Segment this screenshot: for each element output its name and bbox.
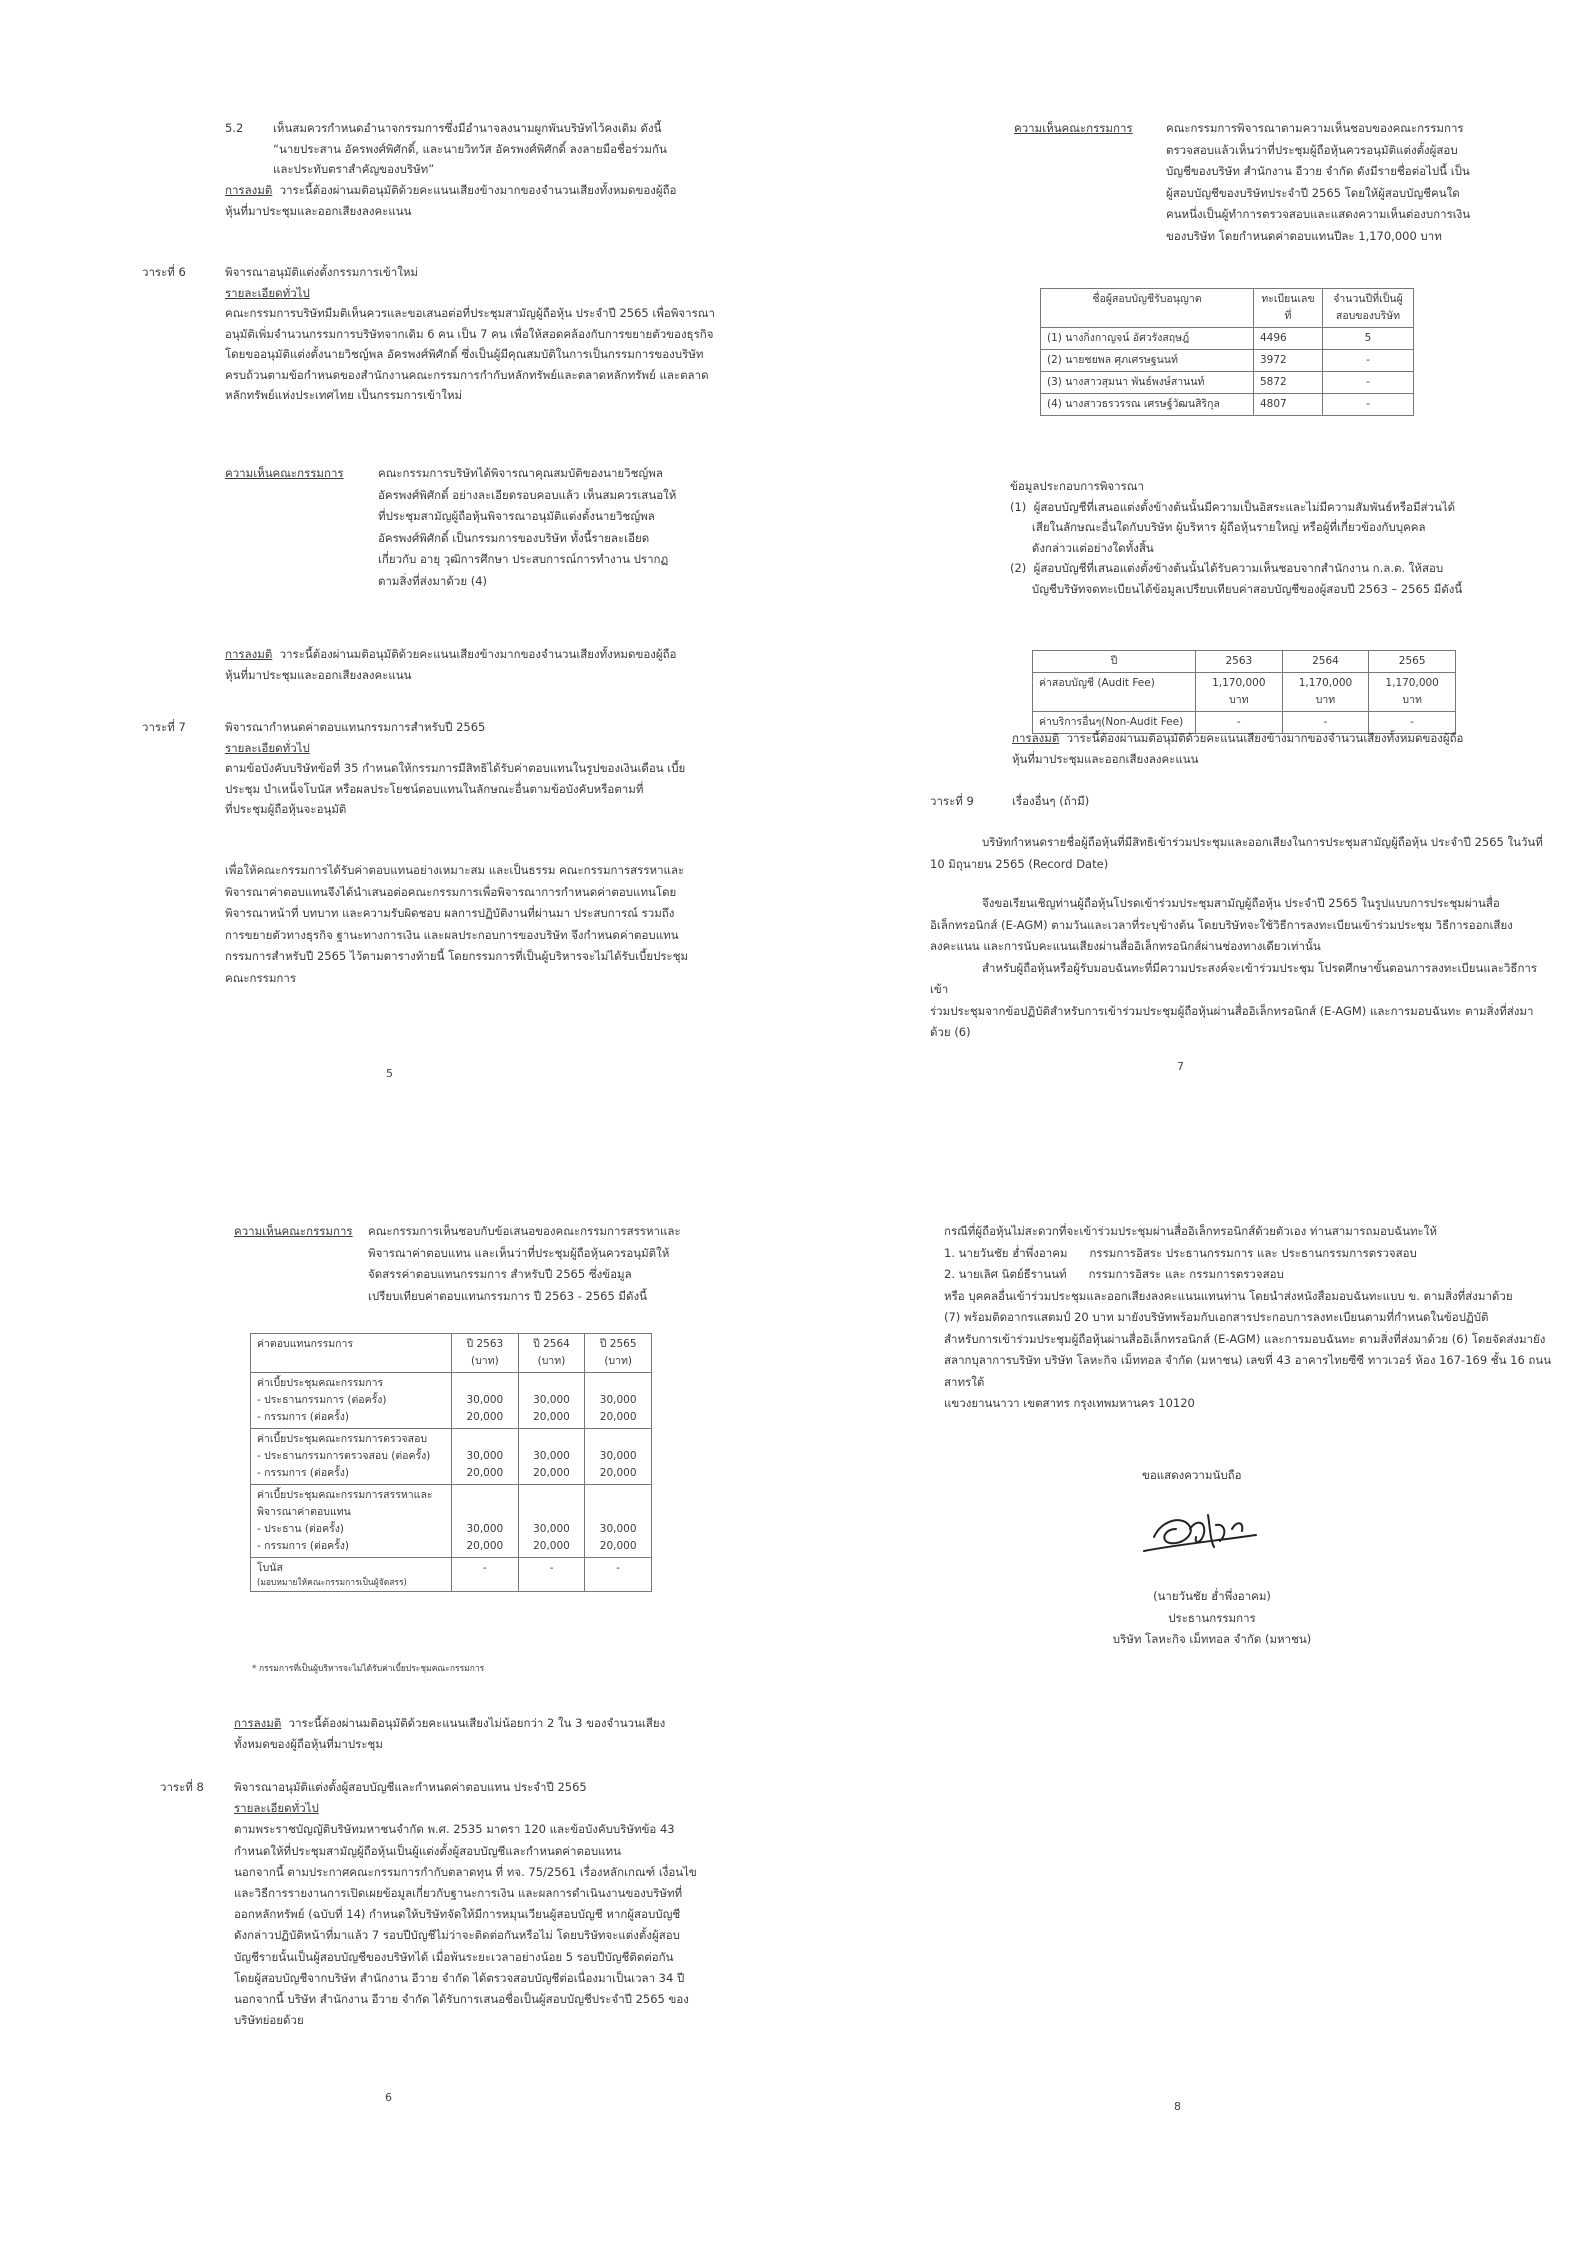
signer-name: (นายวันชัย ฮ่ำพึ่งอาคม) (1153, 1589, 1271, 1603)
text-line: โดยผู้สอบบัญชีจากบริษัท สำนักงาน อีวาย จำกัด ได้ตรวจสอบบัญชีต่อเนื่องมาเป็นเวลา 34 ปี (234, 1970, 685, 1985)
agenda-9-label: วาระที่ 9 (930, 794, 974, 808)
table-cell: 30,000 20,000 (518, 1429, 585, 1485)
text-line: หุ้นที่มาประชุมและออกเสียงลงคะแนน (1012, 751, 1199, 766)
table-cell: โบนัส (มอบหมายให้คณะกรรมการเป็นผู้จัดสรร) (251, 1558, 452, 1592)
column-header: ทะเบียนเลขที่ (1254, 289, 1323, 328)
column-header: ปี 2564 (บาท) (518, 1334, 585, 1373)
text-line: บัญชีของบริษัท สำนักงาน อีวาย จำกัด ดังมีรายชื่อต่อไปนี้ เป็น (1166, 164, 1470, 178)
audit-fee-table (1032, 650, 1456, 734)
table-cell: - (585, 1558, 652, 1592)
detail-label: รายละเอียดทั่วไป (234, 1801, 319, 1816)
text-line: กำหนดให้ที่ประชุมสามัญผู้ถือหุ้นเป็นผู้แต่งตั้งผู้สอบบัญชีและกำหนดค่าตอบแทน (234, 1843, 621, 1858)
text-line: วาระนี้ต้องผ่านมติอนุมัติด้วยคะแนนเสียงไม่น้อยกว่า 2 ใน 3 ของจำนวนเสียง (288, 1716, 666, 1730)
column-header: ปี 2565 (บาท) (585, 1334, 652, 1373)
table-cell: 4807 (1254, 394, 1323, 416)
text-line: ประชุม บำเหน็จโบนัส หรือผลประโยชน์ตอบแทนในลักษณะอื่นตามข้อบังคับหรือตามที่ (225, 781, 644, 796)
table-row (1041, 394, 1414, 416)
text-line: ที่ประชุมสามัญผู้ถือหุ้นพิจารณาอนุมัติแต่งตั้งนายวิชญ์พล (378, 509, 655, 523)
table-row (251, 1558, 652, 1592)
column-header: 2563 (1196, 651, 1283, 673)
table-cell: - (1282, 712, 1369, 734)
text-line: อนุมัติเพิ่มจำนวนกรรมการบริษัทจากเดิม 6 คน เป็น 7 คน เพื่อให้สอดคล้องกับการขยายตัวของธุรกิจ (225, 326, 714, 341)
text-line: หุ้นที่มาประชุมและออกเสียงลงคะแนน (225, 667, 412, 682)
agenda-9-title: เรื่องอื่นๆ (ถ้ามี) (1012, 794, 1090, 808)
agenda-7-label: วาระที่ 7 (142, 720, 186, 734)
text-line: คณะกรรมการ (225, 970, 297, 985)
table-cell: - (452, 1558, 519, 1592)
compensation-opinion (368, 1221, 708, 1307)
text-line: ลงคะแนน และการนับคะแนนเสียงผ่านสื่ออิเล็กทรอนิกส์ผ่านช่องทางเดียวเท่านั้น (930, 939, 1321, 953)
text-line: คณะกรรมการบริษัทมีมติเห็นควรและขอเสนอต่อที่ประชุมสามัญผู้ถือหุ้น ประจำปี 2565 เพื่อพิจารณา (225, 306, 715, 320)
text-line: ดังกล่าวปฏิบัติหน้าที่มาแล้ว 7 รอบปีบัญชีไม่ว่าจะติดต่อกันหรือไม่ โดยบริษัทจะแต่งตั้งผู้สอบ (234, 1928, 680, 1943)
table-cell: 30,000 20,000 (452, 1429, 519, 1485)
text-line: สลากบุลาการบริษัท บริษัท โลหะกิจ เม็ททอล จำกัด (มหาชน) เลขที่ 43 อาคารไทยซีซี ทาวเวอร์ ห้อง 167-169 ชั้น 16 ถนนสาทรใต้ (944, 1353, 1552, 1389)
text-line: พิจารณาค่าตอบแทนจึงได้นำเสนอต่อคณะกรรมการเพื่อพิจารณาการกำหนดค่าตอบแทนโดย (225, 884, 677, 899)
table-row (1041, 328, 1414, 350)
text-line: นอกจากนี้ บริษัท สำนักงาน อีวาย จำกัด ได้รับการเสนอชื่อเป็นผู้สอบบัญชีประจำปี 2565 ของ (234, 1992, 689, 2007)
text-line: กรรมการสำหรับปี 2565 ไว้ตามตารางท้ายนี้ โดยกรรมการที่เป็นผู้บริหารจะไม่ได้รับเบี้ยประชุม (225, 949, 689, 963)
page-8 (792, 1121, 1584, 2242)
text-line: บริษัทย่อยด้วย (234, 2013, 304, 2028)
agenda-6-opinion (378, 463, 718, 592)
text-line: คณะกรรมการพิจารณาตามความเห็นชอบของคณะกรรมการ (1166, 121, 1464, 135)
text-line: 10 มิถุนายน 2565 (Record Date) (930, 856, 1109, 871)
text-line: ครบถ้วนตามข้อกำหนดของสำนักงานคณะกรรมการกำกับหลักทรัพย์และตลาดหลักทรัพย์ และตลาด (225, 367, 709, 382)
text-line: (2) ผู้สอบบัญชีที่เสนอแต่งตั้งข้างต้นนั้นได้รับความเห็นชอบจากสำนักงาน ก.ล.ต. ให้สอบ (1010, 561, 1444, 575)
agenda-title: พิจารณาอนุมัติแต่งตั้งผู้สอบบัญชีและกำหนดค่าตอบแทน ประจำปี 2565 (234, 1780, 587, 1794)
text-line: ร่วมประชุมจากข้อปฏิบัติสำหรับการเข้าร่วมประชุมผู้ถือหุ้นผ่านสื่ออิเล็กทรอนิกส์ (E-AGM) และการมอบฉันทะ ตามสิ่งที่ส่งมา (930, 1003, 1534, 1018)
table-row (251, 1373, 652, 1429)
column-header: ปี 2563 (บาท) (452, 1334, 519, 1373)
table-footnote: * กรรมการที่เป็นผู้บริหารจะไม่ได้รับค่าเบี้ยประชุมคณะกรรมการ (252, 1664, 485, 1674)
column-header: 2564 (1282, 651, 1369, 673)
text-line: เกี่ยวกับ อายุ วุฒิการศึกษา ประสบการณ์การทำงาน ปรากฏ (378, 552, 669, 566)
table-header-row (1033, 651, 1456, 673)
column-header: ชื่อผู้สอบบัญชีรับอนุญาต (1041, 289, 1254, 328)
table-cell: 30,000 20,000 (585, 1485, 652, 1558)
signer-company: บริษัท โลหะกิจ เม็ททอล จำกัด (มหาชน) (1112, 1632, 1312, 1646)
table-cell: (4) นางสาวธรวรรณ เศรษฐ์วัฒนสิริกุล (1041, 394, 1254, 416)
proxy-option: 1. นายวันชัย ฮ่ำพึ่งอาคม กรรมการอิสระ ประธานกรรมการ และ ประธานกรรมการตรวจสอบ (944, 1245, 1417, 1260)
text-line: วาระนี้ต้องผ่านมติอนุมัติด้วยคะแนนเสียงข้างมากของจำนวนเสียงทั้งหมดของผู้ถือ (279, 183, 677, 197)
text-line: แขวงยานนาวา เขตสาทร กรุงเทพมหานคร 10120 (944, 1396, 1195, 1410)
resolution-label: การลงมติ (234, 1716, 282, 1730)
text-line: เสียในลักษณะอื่นใดกับบริษัท ผู้บริหาร ผู้ถือหุ้นรายใหญ่ หรือผู้ที่เกี่ยวข้องกับบุคคล (1010, 520, 1426, 534)
table-row (1041, 372, 1414, 394)
auditor-table (1040, 288, 1414, 416)
record-date (930, 832, 1550, 875)
table-row (251, 1485, 652, 1558)
page-7 (792, 0, 1584, 1121)
column-header: ค่าตอบแทนกรรมการ (251, 1334, 452, 1373)
text-line: ตามพระราชบัญญัติบริษัทมหาชนจำกัด พ.ศ. 2535 มาตรา 120 และข้อบังคับบริษัทข้อ 43 (234, 1822, 675, 1837)
text-line: วาระนี้ต้องผ่านมติอนุมัติด้วยคะแนนเสียงข้างมากของจำนวนเสียงทั้งหมดของผู้ถือ (279, 647, 677, 661)
table-row (1033, 673, 1456, 712)
table-cell: (3) นางสาวสุมนา พันธ์พงษ์สานนท์ (1041, 372, 1254, 394)
text-line: เพื่อให้คณะกรรมการได้รับค่าตอบแทนอย่างเหมาะสม และเป็นธรรม คณะกรรมการสรรหาและ (225, 863, 685, 877)
opinion-label: ความเห็นคณะกรรมการ (225, 466, 344, 480)
table-header-row (1041, 289, 1414, 328)
agenda-7 (225, 717, 745, 820)
invitation (930, 893, 1550, 1044)
text-line: จึงขอเรียนเชิญท่านผู้ถือหุ้นโปรดเข้าร่วมประชุมสามัญผู้ถือหุ้น ประจำปี 2565 ในรูปแบบการประชุมผ่านสื่อ (982, 896, 1500, 910)
table-cell: (1) นางกิ่งกาญจน์ อัศวรังสฤษฎ์ (1041, 328, 1254, 350)
text-line: (7) พร้อมติดอากรแสตมป์ 20 บาท มายังบริษัทพร้อมกับเอกสารประกอบการลงทะเบียนตามที่กำหนดในข้อปฏิบัติ (944, 1310, 1489, 1324)
table-cell: - (1323, 372, 1414, 394)
resolution-7 (234, 1713, 754, 1754)
text-line: บริษัทกำหนดรายชื่อผู้ถือหุ้นที่มีสิทธิเข้าร่วมประชุมและออกเสียงในการประชุมสามัญผู้ถือหุ้น ประจำปี 2565 ในวันที่ (982, 835, 1543, 849)
detail-label: รายละเอียดทั่วไป (225, 740, 310, 755)
consideration-info (1010, 476, 1550, 599)
table-cell: 30,000 20,000 (452, 1373, 519, 1429)
table-cell: ค่าเบี้ยประชุมคณะกรรมการสรรหาและ พิจารณาค่าตอบแทน - ประธาน (ต่อครั้ง) - กรรมการ (ต่อครั้ง) (251, 1485, 452, 1558)
text-line: บัญชีบริษัทจดทะเบียนได้ข้อมูลเปรียบเทียบค่าสอบบัญชีของผู้สอบปี 2563 – 2565 มีดังนี้ (1010, 581, 1463, 596)
resolution-6 (225, 644, 745, 685)
table-cell: 4496 (1254, 328, 1323, 350)
page-6 (0, 1121, 792, 2242)
closing-text: ขอแสดงความนับถือ (1142, 1468, 1242, 1482)
text-line: ออกหลักทรัพย์ (ฉบับที่ 14) กำหนดให้บริษัทจัดให้มีการหมุนเวียนผู้สอบบัญชี หากผู้สอบบัญชี (234, 1907, 681, 1922)
text-line: “นายประสาน อัครพงศ์พิศักดิ์, และนายวิทวัส อัครพงศ์พิศักดิ์ ลงลายมือชื่อร่วมกัน (273, 141, 667, 156)
table-cell: 30,000 20,000 (452, 1485, 519, 1558)
text-line: จัดสรรค่าตอบแทนกรรมการ สำหรับปี 2565 ซึ่งข้อมูล (368, 1267, 632, 1281)
resolution-8 (1012, 728, 1532, 769)
signer-title: ประธานกรรมการ (1168, 1610, 1256, 1625)
text-line: กรณีที่ผู้ถือหุ้นไม่สะดวกที่จะเข้าร่วมประชุมผ่านสื่ออิเล็กทรอนิกส์ด้วยตัวเอง ท่านสามารถมอบฉันทะให้ (944, 1224, 1437, 1238)
resolution-label: การลงมติ (225, 647, 273, 661)
table-cell: ค่าสอบบัญชี (Audit Fee) (1033, 673, 1196, 712)
table-cell: - (1369, 712, 1456, 734)
column-header: จำนวนปีที่เป็นผู้สอบของบริษัท (1323, 289, 1414, 328)
text-line: เห็นสมควรกำหนดอำนาจกรรมการซึ่งมีอำนาจลงนามผูกพันบริษัทไว้คงเดิม ดังนี้ (273, 121, 662, 135)
text-line: พิจารณาค่าตอบแทน และเห็นว่าที่ประชุมผู้ถือหุ้นควรอนุมัติให้ (368, 1245, 670, 1260)
table-cell: - (1323, 350, 1414, 372)
text-line: ที่ประชุมผู้ถือหุ้นจะอนุมัติ (225, 802, 347, 816)
column-header: 2565 (1369, 651, 1456, 673)
proxy-section (944, 1221, 1554, 1415)
table-cell: ค่าบริการอื่นๆ(Non-Audit Fee) (1033, 712, 1196, 734)
text-line: หุ้นที่มาประชุมและออกเสียงลงคะแนน (225, 203, 412, 218)
agenda-title: พิจารณาอนุมัติแต่งตั้งกรรมการเข้าใหม่ (225, 265, 418, 279)
agenda-8 (234, 1777, 754, 2031)
agenda-8-label: วาระที่ 8 (160, 1780, 204, 1794)
text-line: อิเล็กทรอนิกส์ (E-AGM) ตามวันและเวลาที่ระบุข้างต้น โดยบริษัทจะใช้วิธีการลงทะเบียนเข้าร่วมประชุม วิธีการออกเสียง (930, 917, 1513, 932)
page-number: 6 (385, 2091, 392, 2104)
text-line: หลักทรัพย์แห่งประเทศไทย เป็นกรรมการเข้าใหม่ (225, 388, 463, 402)
page-number: 5 (386, 1067, 393, 1080)
text-line: คณะกรรมการบริษัทได้พิจารณาคุณสมบัติของนายวิชญ์พล (378, 466, 663, 480)
opinion-label: ความเห็นคณะกรรมการ (1014, 121, 1133, 135)
text-line: เปรียบเทียบค่าตอบแทนกรรมการ ปี 2563 - 2565 มีดังนี้ (368, 1288, 647, 1303)
text-line: อัครพงศ์พิศักดิ์ อย่างละเอียดรอบคอบแล้ว เห็นสมควรเสนอให้ (378, 487, 677, 502)
page-number: 7 (1177, 1060, 1184, 1073)
resolution-5-2 (225, 180, 745, 221)
page-number: 8 (1174, 2100, 1181, 2113)
table-cell: (2) นายชยพล ศุภเศรษฐนนท์ (1041, 350, 1254, 372)
text-line: โดยขออนุมัติแต่งตั้งนายวิชญ์พล อัครพงศ์พิศักดิ์ ซึ่งเป็นผู้มีคุณสมบัติในการเป็นกรรมการของบริษัท (225, 347, 704, 361)
text-line: ตรวจสอบแล้วเห็นว่าที่ประชุมผู้ถือหุ้นควรอนุมัติแต่งตั้งผู้สอบ (1166, 142, 1458, 157)
agenda-6-label: วาระที่ 6 (142, 265, 186, 279)
text-line: (1) ผู้สอบบัญชีที่เสนอแต่งตั้งข้างต้นนั้นมีความเป็นอิสระและไม่มีความสัมพันธ์หรือมีส่วนได้ (1010, 499, 1456, 514)
compensation-table (250, 1333, 652, 1592)
text-line: ผู้สอบบัญชีของบริษัทประจำปี 2565 โดยให้ผู้สอบบัญชีคนใด (1166, 185, 1460, 200)
text-line: และประทับตราสำคัญของบริษัท” (273, 162, 435, 176)
text-line: ของบริษัท โดยกำหนดค่าตอบแทนปีละ 1,170,000 บาท (1166, 228, 1442, 243)
text-line: การขยายตัวทางธุรกิจ ฐานะทางการเงิน และผลประกอบการของบริษัท จึงกำหนดค่าตอบแทน (225, 927, 679, 942)
text-line: หรือ บุคคลอื่นเข้าร่วมประชุมและออกเสียงลงคะแนนแทนท่าน โดยนำส่งหนังสือมอบฉันทะแบบ ข. ตามสิ่งที่ส่งมาด้วย (944, 1288, 1513, 1303)
resolution-label: การลงมติ (225, 183, 273, 197)
agenda-7-rationale (225, 860, 745, 989)
text-line: นอกจากนี้ ตามประกาศคณะกรรมการกำกับตลาดทุน ที่ ทจ. 75/2561 เรื่องหลักเกณฑ์ เงื่อนไข (234, 1864, 697, 1879)
section-number: 5.2 (225, 121, 244, 135)
table-cell: ค่าเบี้ยประชุมคณะกรรมการตรวจสอบ - ประธานกรรมการตรวจสอบ (ต่อครั้ง) - กรรมการ (ต่อครั้ง) (251, 1429, 452, 1485)
text-line: ดังกล่าวแต่อย่างใดทั้งสิ้น (1010, 540, 1154, 555)
agenda-6 (225, 262, 745, 406)
text-line: สำหรับผู้ถือหุ้นหรือผู้รับมอบฉันทะที่มีความประสงค์จะเข้าร่วมประชุม โปรดศึกษาขั้นตอนการลงทะเบียนและวิธีการเข้า (930, 960, 1538, 996)
info-title: ข้อมูลประกอบการพิจารณา (1010, 479, 1144, 493)
table-cell: 30,000 20,000 (518, 1485, 585, 1558)
text-line: ด้วย (6) (930, 1025, 971, 1039)
signatory (1092, 1586, 1332, 1651)
table-cell: ค่าเบี้ยประชุมคณะกรรมการ - ประธานกรรมการ (ต่อครั้ง) - กรรมการ (ต่อครั้ง) (251, 1373, 452, 1429)
text-line: และวิธีการรายงานการเปิดเผยข้อมูลเกี่ยวกับฐานะการเงิน และผลการดำเนินงานของบริษัทที่ (234, 1886, 683, 1901)
text-line: ตามข้อบังคับบริษัทข้อที่ 35 กำหนดให้กรรมการมีสิทธิได้รับค่าตอบแทนในรูปของเงินเดือน เบี้ย (225, 761, 686, 775)
text-line: อัครพงศ์พิศักดิ์ เป็นกรรมการของบริษัท ทั้งนี้รายละเอียด (378, 530, 650, 545)
table-cell: 3972 (1254, 350, 1323, 372)
table-cell: 30,000 20,000 (585, 1429, 652, 1485)
agenda-title: พิจารณากำหนดค่าตอบแทนกรรมการสำหรับปี 2565 (225, 720, 486, 734)
table-cell: 5 (1323, 328, 1414, 350)
table-cell: 5872 (1254, 372, 1323, 394)
table-cell: - (518, 1558, 585, 1592)
text-line: คนหนึ่งเป็นผู้ทำการตรวจสอบและแสดงความเห็นต่องบการเงิน (1166, 207, 1471, 221)
table-cell: 30,000 20,000 (585, 1373, 652, 1429)
text-line: พิจารณาหน้าที่ บทบาท และความรับผิดชอบ ผลการปฏิบัติงานที่ผ่านมา ประสบการณ์ รวมถึง (225, 906, 675, 920)
table-cell: - (1196, 712, 1283, 734)
text-line: สำหรับการเข้าร่วมประชุมผู้ถือหุ้นผ่านสื่ออิเล็กทรอนิกส์ (E-AGM) และการมอบฉันทะ ตามสิ่งที่ส่งมาด้วย (6) โดยจัดส่งมายัง (944, 1331, 1546, 1346)
signature (1124, 1499, 1274, 1569)
table-cell: 1,170,000 บาท (1282, 673, 1369, 712)
text-line: วาระนี้ต้องผ่านมติอนุมัติด้วยคะแนนเสียงข้างมากของจำนวนเสียงทั้งหมดของผู้ถือ (1066, 731, 1464, 745)
proxy-option: 2. นายเลิศ นิตย์ธีรานนท์ กรรมการอิสระ และ กรรมการตรวจสอบ (944, 1267, 1284, 1281)
text-line: ทั้งหมดของผู้ถือหุ้นที่มาประชุม (234, 1736, 383, 1751)
auditor-opinion (1166, 118, 1526, 247)
resolution-label: การลงมติ (1012, 731, 1060, 745)
table-cell: 30,000 20,000 (518, 1373, 585, 1429)
table-row (251, 1429, 652, 1485)
table-cell: 1,170,000 บาท (1196, 673, 1283, 712)
detail-label: รายละเอียดทั่วไป (225, 285, 310, 300)
text-line: ตามสิ่งที่ส่งมาด้วย (4) (378, 573, 488, 588)
page-5 (0, 0, 792, 1121)
text-line: บัญชีรายนั้นเป็นผู้สอบบัญชีของบริษัทได้ เมื่อพ้นระยะเวลาอย่างน้อย 5 รอบปีบัญชีติดต่อกัน (234, 1949, 674, 1964)
column-header: ปี (1033, 651, 1196, 673)
text-line: คณะกรรมการเห็นชอบกับข้อเสนอของคณะกรรมการสรรหาและ (368, 1224, 681, 1238)
table-cell: - (1323, 394, 1414, 416)
opinion-label: ความเห็นคณะกรรมการ (234, 1224, 353, 1238)
table-cell: 1,170,000 บาท (1369, 673, 1456, 712)
table-header-row (251, 1334, 652, 1373)
table-row (1041, 350, 1414, 372)
